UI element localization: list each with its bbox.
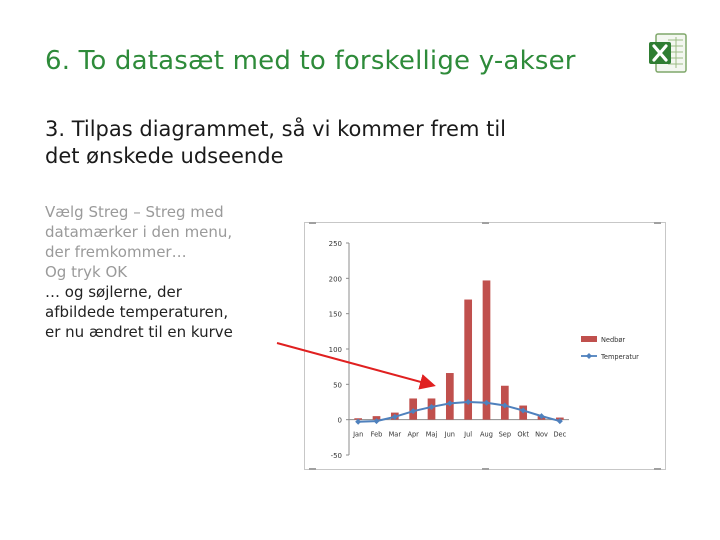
y-tick-label: 100 bbox=[328, 346, 342, 354]
instruction-line: … og søjlerne, der bbox=[45, 283, 182, 301]
x-tick-label: Mar bbox=[388, 430, 402, 439]
x-tick-label: Dec bbox=[553, 430, 567, 439]
instruction-line: der fremkommer… bbox=[45, 243, 187, 261]
heading-line-1: 3. Tilpas diagrammet, så vi kommer frem til bbox=[45, 117, 507, 141]
legend-label: Nedbør bbox=[601, 336, 626, 344]
instruction-line: datamærker i den menu, bbox=[45, 223, 233, 241]
arrow-icon bbox=[277, 343, 432, 385]
x-tick-label: Nov bbox=[535, 430, 548, 439]
x-tick-label: Aug bbox=[480, 430, 493, 439]
y-tick-label: 0 bbox=[337, 416, 342, 425]
x-tick-label: Maj bbox=[425, 430, 438, 439]
x-tick-label: Jul bbox=[464, 430, 473, 439]
y-tick-label: -50 bbox=[330, 452, 342, 460]
y-tick-label: 200 bbox=[328, 275, 342, 284]
instruction-line: er nu ændret til en kurve bbox=[45, 323, 233, 341]
y-tick-label: 50 bbox=[333, 381, 342, 390]
instruction-line: Vælg Streg – Streg med bbox=[45, 203, 224, 221]
x-tick-label: Sep bbox=[498, 430, 512, 439]
slide-title: 6. To datasæt med to forskellige y-akser bbox=[45, 46, 576, 76]
instruction-line: Og tryk OK bbox=[45, 263, 128, 281]
x-tick-label: Jan bbox=[353, 430, 364, 439]
y-tick-label: 250 bbox=[328, 240, 342, 248]
y-tick-label: 150 bbox=[328, 310, 342, 319]
x-tick-label: Okt bbox=[517, 430, 529, 439]
legend-label: Temperatur bbox=[601, 353, 639, 361]
x-tick-label: Apr bbox=[407, 430, 419, 439]
heading-line-2: det ønskede udseende bbox=[45, 144, 284, 168]
x-tick-label: Jun bbox=[444, 430, 455, 439]
instruction-line: afbildede temperaturen, bbox=[45, 303, 229, 321]
x-tick-label: Feb bbox=[370, 430, 383, 439]
